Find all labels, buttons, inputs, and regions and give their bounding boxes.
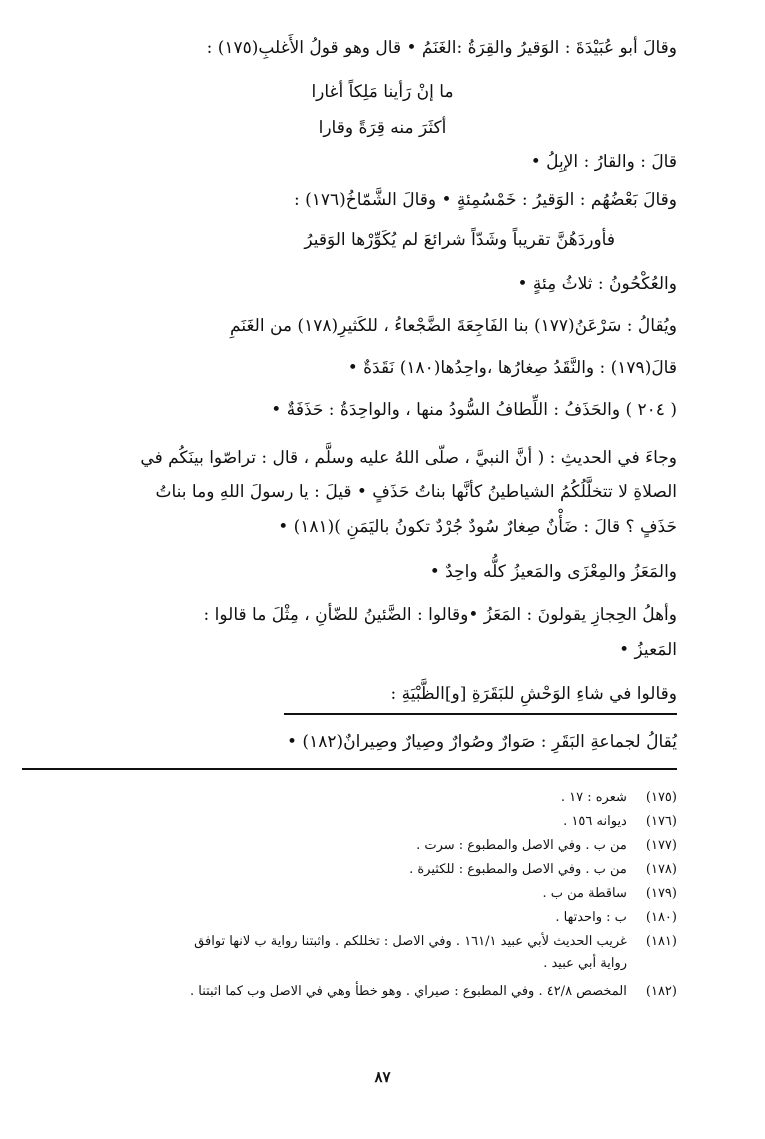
footnote-text: ديوانه ١٥٦ . [563,814,627,829]
text-line-4: والعُكْحُونُ : ثلاثُ مِئةٍ • [517,274,677,294]
text-line-6: قالَ(١٧٩) : والنَّقَدُ صِغارُها ،واحِدُها(١٨٠) نَقَدَةٌ • [347,358,677,378]
footnote-175 [561,789,677,807]
text-line-13: المَعيزُ • [619,640,677,660]
footnote-number: (١٨١) [645,934,677,949]
text-line-12: وأهلُ الحِجازِ يقولونَ : المَعَزُ •وقالوا : الضَّئينُ للضّأنِ ، مِثْلَ ما قالوا : [203,605,677,625]
footnote-number: (١٧٨) [645,862,677,877]
footnote-number: (١٨٢) [645,984,677,999]
text-line-7: ( ٢٠٤ ) والحَذَفُ : اللِّطافُ السُّودُ منها ، والواحِدَةُ : حَذَفَةٌ • [271,400,677,420]
text-line-9: الصلاةِ لا تتخلَّلُكُمُ الشياطينُ كأنَّها بناتُ حَذَفٍ • قيلَ : يا رسولَ اللهِ وما بناتُ [155,482,677,502]
footnote-text: ساقطة من ب . [542,886,627,901]
poem-verse-1: ما إنْ رَأينا مَلِكاً أغارا [311,82,454,102]
footnote-176 [563,813,677,831]
text-line-3: وقالَ بَعْضُهُم : الوَقيرُ : خَمْسُمِئةٍ • وقالَ الشَّمّاخُ(١٧٦) : [293,190,677,210]
footnote-181 [194,933,677,951]
text-line-10: حَذَفٍ ؟ قالَ : ضَأْنٌ صِغارٌ سُودٌ جُرْدٌ تكونُ باليَمَنِ )(١٨١) • [278,517,677,537]
poem-verse-2: أكثَرَ منه قِرَةً وقارا [318,118,447,138]
text-line-5: ويُقالُ : سَرْعَنُ(١٧٧) بنا الفَاجِعَةَ الضَّجْعاءُ ، للكَثيرِ(١٧٨) من الغَنَمِ [230,316,677,336]
footnote-text: غريب الحديث لأبي عبيد ١٦١/١ . وفي الاصل : تخللكم . واثبتنا رواية ب لانها توافق [194,934,627,949]
footnote-179 [543,885,677,903]
footnote-text: المخصص ٤٢/٨ . وفي المطبوع : صيراي . وهو خطأ وهي في الاصل وب كما اثبتنا . [189,984,627,999]
footnote-178 [409,861,677,879]
page-number: ٨٧ [374,1068,391,1086]
footnote-separator [22,768,677,770]
footnote-number: (١٧٦) [645,814,677,829]
heading-underline [284,713,677,715]
text-line-1: وقالَ أبو عُبَيْدَةَ : الوَقيرُ والقِرَةُ :الغَنَمُ • قال وهو قولُ الأَغلبِ(١٧٥) : [206,38,677,58]
text-line-8: وجاءَ في الحديثِ : ( أنَّ النبيَّ ، صلّى اللهُ عليه وسلَّم ، قال : تراصّوا بينَكُم في [140,448,677,468]
footnote-number: (١٧٩) [645,886,677,901]
text-line-11: والمَعَزُ والمِعْزَى والمَعيزُ كلُّه واحِدٌ • [429,562,677,582]
footnote-text: من ب . وفي الاصل والمطبوع : سرت . [416,838,627,853]
footnote-number: (١٧٥) [645,790,677,805]
footnote-181-continued: رواية أبي عبيد . [543,956,627,971]
footnote-177 [416,837,677,855]
footnote-text: من ب . وفي الاصل والمطبوع : للكثيرة . [409,862,627,877]
footnote-number: (١٧٧) [645,838,677,853]
footnote-text: ب : واحدتها . [555,910,627,925]
footnote-number: (١٨٠) [645,910,677,925]
text-line-2: قالَ : والقارُ : الإبِلُ • [530,152,677,172]
footnote-182 [190,983,677,1001]
text-line-14: يُقالُ لجماعةِ البَقَرِ : صَوارٌ وصُوارٌ وصِيارٌ وصِيرانٌ(١٨٢) • [287,732,677,752]
section-heading: وقالوا في شاءِ الوَحْشِ للبَقَرَةِ [و]الظَّبْيَةِ : [390,684,677,704]
poem-verse-3: فأوردَهُنَّ تقريباً وشَدّاً شرائعَ لم يُكَوِّرْها الوَقيرُ [304,230,615,250]
footnote-text: شعره : ١٧ . [560,790,627,805]
footnote-180 [555,909,677,927]
